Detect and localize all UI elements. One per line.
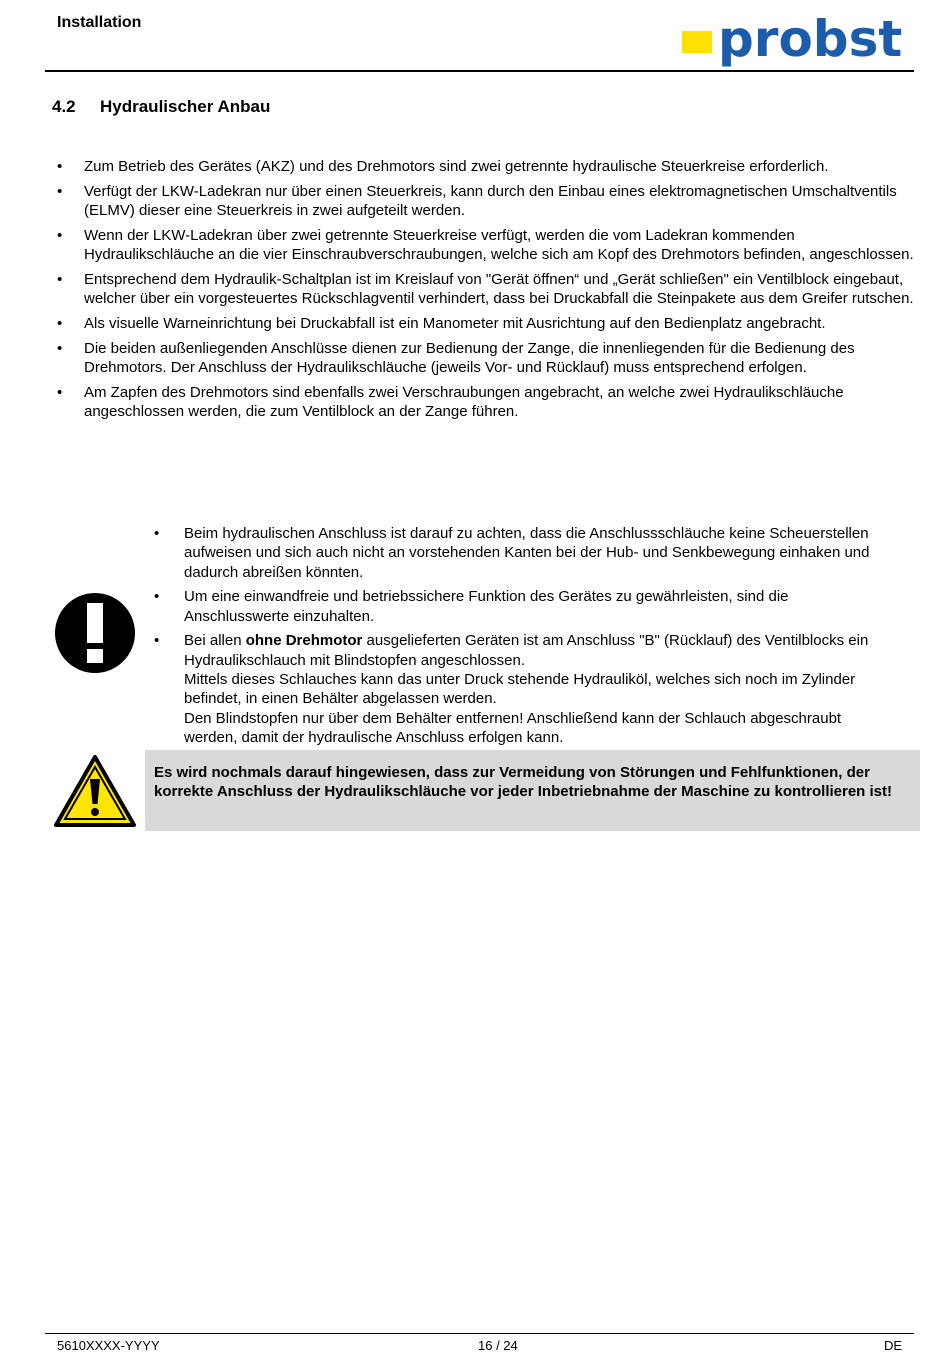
section-number: 4.2 [52, 97, 76, 116]
list-item: • Am Zapfen des Drehmotors sind ebenfalls zwei Verschraubungen angebracht, an welche zwei Hydraulikschläuche angeschlossen werden, die zum Ventilblock an der Zange führen. [57, 383, 844, 421]
warning-triangle-icon [54, 755, 136, 827]
logo-bar [682, 31, 712, 53]
list-item: • Verfügt der LKW-Ladekran nur über einen Steuerkreis, kann durch den Einbau eines elektromagnetischen Umschaltventils (ELMV) dieser eine Steuerkreis in zwei aufgeteilt werden. [57, 182, 897, 220]
note-item-line: Den Blindstopfen nur über dem Behälter entfernen! Anschließend kann der Schlauch abgeschraubt werden, damit der hydraulische Anschluss erfolgen kann. [184, 709, 842, 746]
footer-rule [45, 1333, 914, 1334]
note-item-line: Bei allen ohne Drehmotor ausgelieferten Geräten ist am Anschluss "B" (Rücklauf) des Ventilblocks ein Hydraulikschlauch mit Blindstopfen angeschlossen. [184, 632, 869, 669]
warning-text: Es wird nochmals darauf hingewiesen, dass zur Vermeidung von Störungen und Fehlfunktionen, der korrekte Anschluss der Hydraulikschläuche vor jeder Inbetriebnahme der Maschine zu kontrollieren ist! [154, 764, 893, 801]
footer-doc-id: 5610XXXX-YYYY [57, 1338, 160, 1353]
probst-logo [682, 10, 904, 68]
bullet-icon: • [57, 339, 63, 357]
bullet-icon: • [154, 588, 160, 606]
footer-page-number: 16 / 24 [478, 1338, 518, 1353]
main-bullet-list [57, 157, 917, 427]
footer-language: DE [884, 1338, 903, 1353]
bullet-icon: • [57, 383, 63, 401]
bullet-icon: • [57, 158, 63, 175]
list-item: • Entsprechend dem Hydraulik-Schaltplan ist im Kreislauf von "Gerät öffnen“ und „Gerät schließen" ein Ventilblock eingebaut, welcher über ein vorgesteuertes Rückschlagventil verhindert, dass bei Druckabfall die Steinpakete aus dem Greifer rutschen. [57, 270, 914, 308]
logo-text: probst [718, 10, 903, 68]
list-item: • Die beiden außenliegenden Anschlüsse dienen zur Bedienung der Zange, die innenliegenden für die Bedienung des Drehmotors. Der Anschluss der Hydraulikschläuche (jeweils Vor- und Rücklauf) muss entsprechend erfolgen. [57, 339, 855, 377]
note-item-line: Mittels dieses Schlauches kann das unter Druck stehende Hydrauliköl, welches sich noch im Zylinder befindet, in einen Behälter abgelassen werden. [184, 671, 856, 708]
note-item: • Um eine einwandfreie und betriebssichere Funktion des Gerätes zu gewährleisten, sind die Anschlusswerte einzuhalten. [154, 588, 789, 625]
bullet-icon: • [57, 226, 63, 244]
bullet-icon: • [57, 315, 63, 333]
section-heading [52, 97, 270, 117]
note-list [154, 524, 894, 753]
header-title: Installation [57, 14, 142, 31]
list-item: • Zum Betrieb des Gerätes (AKZ) und des Drehmotors sind zwei getrennte hydraulische Steuerkreise erforderlich. [57, 158, 829, 175]
bullet-icon: • [154, 632, 160, 650]
header-rule [45, 70, 914, 72]
exclamation-icon [55, 593, 135, 673]
note-item [154, 631, 894, 747]
note-item: • Beim hydraulischen Anschluss ist darauf zu achten, dass die Anschlussschläuche keine Scheuerstellen aufweisen und sich auch nicht an vorstehenden Kanten bei der Hub- und Senkbewegung einhaken und dadurch abreißen könnten. [154, 525, 870, 581]
bullet-icon: • [57, 182, 63, 200]
list-item: • Wenn der LKW-Ladekran über zwei getrennte Steuerkreise verfügt, werden die vom Ladekran kommenden Hydraulikschläuche an die vier Einschraubverschraubungen, welche sich am Kopf des Drehmotors befinden, angeschlossen. [57, 226, 914, 264]
bullet-icon: • [154, 525, 160, 542]
list-item: • Als visuelle Warneinrichtung bei Druckabfall ist ein Manometer mit Ausrichtung auf den Bedienplatz angebracht. [57, 315, 826, 333]
section-title: Hydraulischer Anbau [100, 97, 271, 116]
bullet-icon: • [57, 270, 63, 288]
